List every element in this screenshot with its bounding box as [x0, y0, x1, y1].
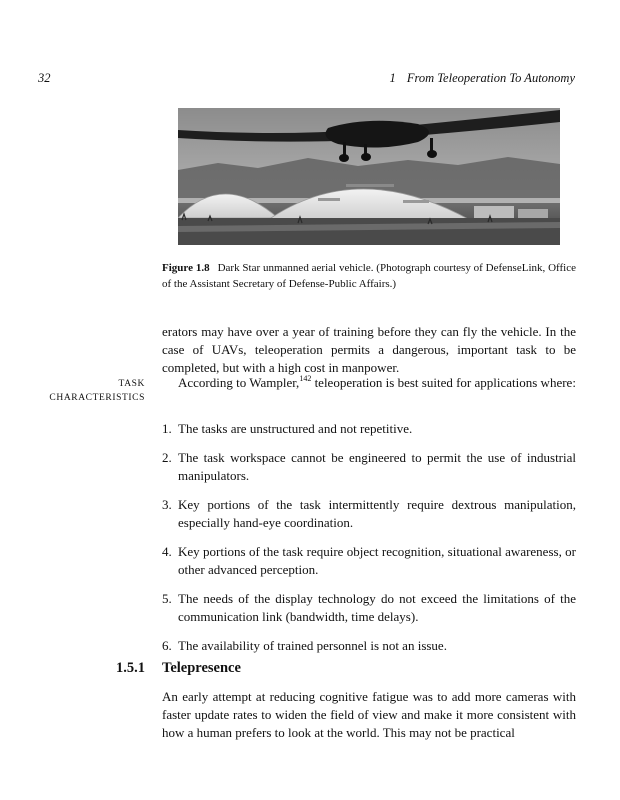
- page-number: 32: [38, 71, 51, 85]
- list-item: [162, 449, 576, 485]
- list-item-number: 1.: [162, 421, 172, 436]
- section-title: Telepresence: [162, 660, 241, 676]
- list-item: [162, 637, 576, 655]
- paragraph-1: erators may have over a year of training before they can fly the vehicle. In the case of UAVs, teleoperation permits a dangerous, important task to be completed, but with a high cost in manpower.: [162, 324, 576, 375]
- paragraph-3: An early attempt at reducing cognitive fatigue was to add more cameras with faster update rates to widen the field of view and make it more consistent with how a human prefers to look at the world. This may not be practical: [162, 689, 576, 740]
- citation-ref: 142: [299, 374, 312, 383]
- running-head-chapter-number: 1: [389, 71, 396, 85]
- list-item: [162, 543, 576, 579]
- figure-label: Figure 1.8: [162, 262, 210, 274]
- margin-note-line-1: TASK: [118, 379, 145, 389]
- margin-note-line-2: CHARACTERISTICS: [49, 393, 145, 403]
- list-item-text: The tasks are unstructured and not repetitive.: [178, 421, 413, 436]
- section-number: 1.5.1: [116, 660, 145, 676]
- list-item-text: The availability of trained personnel is not an issue.: [178, 638, 447, 653]
- paragraph-2: [162, 374, 576, 392]
- running-head-chapter-title: From Teleoperation To Autonomy: [406, 71, 575, 85]
- list-item-number: 3.: [162, 497, 172, 512]
- list-item-text: Key portions of the task require object recognition, situational awareness, or other advanced perception.: [178, 544, 576, 577]
- running-head: [389, 71, 575, 86]
- figure-caption-text: Dark Star unmanned aerial vehicle. (Photograph courtesy of DefenseLink, Office of the Assistant Secretary of Defense-Public Affairs.): [162, 262, 576, 290]
- list-item-number: 5.: [162, 591, 172, 606]
- list-item: [162, 420, 576, 438]
- list-item: [162, 496, 576, 532]
- list-item-text: The needs of the display technology do not exceed the limitations of the communication link (bandwidth, time delays).: [178, 591, 576, 624]
- dark-star-uav-photo: [178, 108, 560, 245]
- list-item-number: 6.: [162, 638, 172, 653]
- task-characteristics-list: [162, 420, 576, 666]
- paragraph-2-end: teleoperation is best suited for applications where:: [311, 375, 576, 390]
- paragraph-2-start: According to Wampler,: [178, 375, 300, 390]
- list-item-number: 4.: [162, 544, 172, 559]
- figure-caption: [162, 260, 576, 292]
- list-item-number: 2.: [162, 450, 172, 465]
- list-item: [162, 590, 576, 626]
- list-item-text: The task workspace cannot be engineered to permit the use of industrial manipulators.: [178, 450, 576, 483]
- list-item-text: Key portions of the task intermittently require dextrous manipulation, especially hand-eye coordination.: [178, 497, 576, 530]
- margin-note: [49, 377, 145, 405]
- figure-photo: [178, 108, 560, 245]
